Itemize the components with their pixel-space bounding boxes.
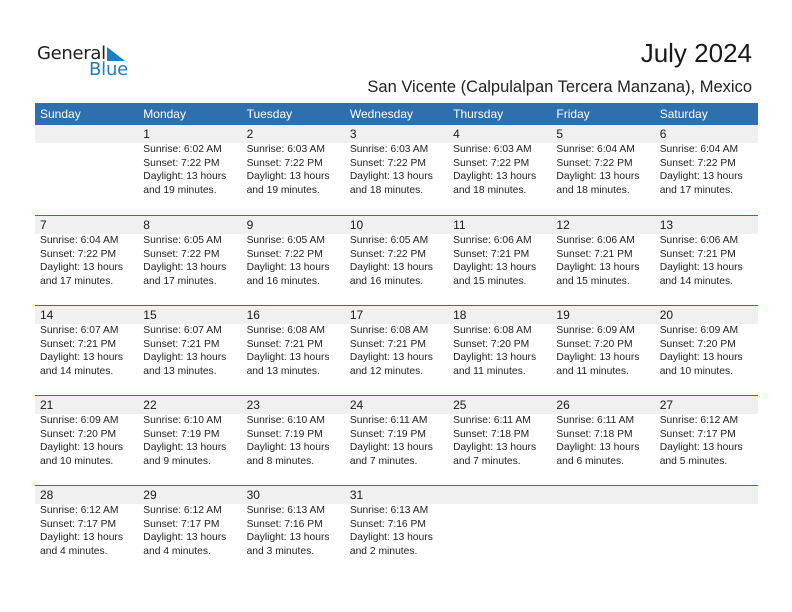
sunset-text: Sunset: 7:20 PM xyxy=(659,338,736,350)
sunrise-text: Sunrise: 6:05 AM xyxy=(246,235,325,246)
daylight-text: Daylight: 13 hours xyxy=(453,262,537,274)
sunrise-text: Sunrise: 6:03 AM xyxy=(453,144,532,155)
daylight-minutes-text: and 11 minutes. xyxy=(453,365,526,377)
week-row xyxy=(35,395,758,485)
week-cells xyxy=(35,486,758,558)
day-number: 10 xyxy=(349,218,364,232)
day-cell xyxy=(35,216,138,288)
weekday-thursday: Thursday xyxy=(453,107,504,121)
sunset-text: Sunset: 7:21 PM xyxy=(556,248,633,260)
daylight-text: Daylight: 13 hours xyxy=(246,171,330,183)
sunset-text: Sunset: 7:21 PM xyxy=(349,338,426,350)
day-number: 11 xyxy=(453,218,466,232)
sunrise-text: Sunrise: 6:09 AM xyxy=(40,415,119,426)
sunset-text: Sunset: 7:22 PM xyxy=(556,157,633,169)
sunrise-text: Sunrise: 6:02 AM xyxy=(143,144,222,155)
week-cells xyxy=(35,396,758,468)
day-number: 30 xyxy=(246,488,260,502)
week-cells xyxy=(35,125,758,197)
day-number: 2 xyxy=(246,127,254,141)
sunset-text: Sunset: 7:18 PM xyxy=(556,428,633,440)
day-number: 13 xyxy=(659,218,674,232)
sunset-text: Sunset: 7:19 PM xyxy=(246,428,323,440)
week-row xyxy=(35,125,758,215)
daylight-minutes-text: and 4 minutes. xyxy=(143,545,211,557)
daylight-text: Daylight: 13 hours xyxy=(40,532,123,544)
empty-day-cell xyxy=(448,486,551,558)
sunrise-text: Sunrise: 6:08 AM xyxy=(453,325,532,336)
sunset-text: Sunset: 7:22 PM xyxy=(246,248,323,260)
daylight-text: Daylight: 13 hours xyxy=(349,262,433,274)
day-cell xyxy=(345,396,448,468)
daylight-text: Daylight: 13 hours xyxy=(349,442,433,454)
daylight-minutes-text: and 18 minutes. xyxy=(453,184,527,196)
sunrise-text: Sunrise: 6:12 AM xyxy=(659,415,739,426)
daylight-text: Daylight: 13 hours xyxy=(246,442,330,454)
sunset-text: Sunset: 7:16 PM xyxy=(349,518,426,530)
sunset-text: Sunset: 7:22 PM xyxy=(659,157,736,169)
daylight-minutes-text: and 17 minutes. xyxy=(143,275,217,287)
daylight-text: Daylight: 13 hours xyxy=(40,352,123,364)
sunset-text: Sunset: 7:16 PM xyxy=(246,518,323,530)
daylight-minutes-text: and 16 minutes. xyxy=(246,275,320,287)
calendar xyxy=(35,103,758,575)
day-cell xyxy=(345,125,448,197)
empty-day-cell xyxy=(551,486,654,558)
daylight-minutes-text: and 4 minutes. xyxy=(40,545,108,557)
sunset-text: Sunset: 7:21 PM xyxy=(143,338,220,350)
daylight-minutes-text: and 14 minutes. xyxy=(40,365,114,377)
daylight-minutes-text: and 19 minutes. xyxy=(143,184,217,196)
sunrise-text: Sunrise: 6:06 AM xyxy=(453,235,532,246)
day-number: 6 xyxy=(659,127,667,141)
daylight-text: Daylight: 13 hours xyxy=(659,442,743,454)
day-cell xyxy=(551,306,654,378)
weeks-container xyxy=(35,125,758,575)
day-number: 27 xyxy=(659,398,674,412)
day-cell xyxy=(448,125,551,197)
day-cell xyxy=(242,125,345,197)
day-number: 9 xyxy=(246,218,254,232)
sunrise-text: Sunrise: 6:13 AM xyxy=(246,505,325,516)
day-number: 3 xyxy=(349,127,357,141)
day-number: 31 xyxy=(349,488,364,502)
week-cells xyxy=(35,306,758,378)
sunrise-text: Sunrise: 6:04 AM xyxy=(659,144,739,155)
day-cell xyxy=(138,486,241,558)
day-number: 21 xyxy=(40,398,54,412)
sunset-text: Sunset: 7:19 PM xyxy=(349,428,426,440)
day-cell xyxy=(551,396,654,468)
daylight-minutes-text: and 14 minutes. xyxy=(659,275,733,287)
daylight-text: Daylight: 13 hours xyxy=(246,532,330,544)
daylight-minutes-text: and 15 minutes. xyxy=(453,275,527,287)
daylight-text: Daylight: 13 hours xyxy=(556,171,640,183)
sunrise-text: Sunrise: 6:11 AM xyxy=(349,415,428,426)
sunset-text: Sunset: 7:20 PM xyxy=(453,338,530,350)
page-title: July 2024 xyxy=(640,38,752,68)
sunset-text: Sunset: 7:22 PM xyxy=(246,157,323,169)
daylight-text: Daylight: 13 hours xyxy=(453,352,537,364)
day-number: 5 xyxy=(556,127,564,141)
week-row xyxy=(35,215,758,305)
day-number: 4 xyxy=(453,127,460,141)
empty-day-cell xyxy=(655,486,758,558)
day-cell xyxy=(551,125,654,197)
sunrise-text: Sunrise: 6:05 AM xyxy=(143,235,222,246)
sunset-text: Sunset: 7:22 PM xyxy=(40,248,117,260)
sunset-text: Sunset: 7:17 PM xyxy=(659,428,736,440)
week-row xyxy=(35,485,758,575)
daylight-minutes-text: and 5 minutes. xyxy=(659,455,728,467)
daylight-minutes-text: and 7 minutes. xyxy=(453,455,521,467)
daylight-text: Daylight: 13 hours xyxy=(143,442,227,454)
day-number: 24 xyxy=(349,398,364,412)
daylight-text: Daylight: 13 hours xyxy=(246,262,330,274)
day-cell xyxy=(35,396,138,468)
sunrise-text: Sunrise: 6:03 AM xyxy=(246,144,325,155)
daylight-text: Daylight: 13 hours xyxy=(246,352,330,364)
daylight-minutes-text: and 10 minutes. xyxy=(40,455,114,467)
empty-day-cell xyxy=(35,125,138,197)
sunrise-text: Sunrise: 6:12 AM xyxy=(143,505,222,516)
sunset-text: Sunset: 7:18 PM xyxy=(453,428,530,440)
weekday-sunday: Sunday xyxy=(40,107,81,121)
daylight-text: Daylight: 13 hours xyxy=(453,442,537,454)
day-number: 8 xyxy=(143,218,150,232)
day-cell xyxy=(242,486,345,558)
daylight-text: Daylight: 13 hours xyxy=(659,171,743,183)
sunset-text: Sunset: 7:21 PM xyxy=(40,338,117,350)
daylight-minutes-text: and 19 minutes. xyxy=(246,184,320,196)
sunset-text: Sunset: 7:17 PM xyxy=(40,518,117,530)
day-cell xyxy=(345,306,448,378)
sunrise-text: Sunrise: 6:10 AM xyxy=(246,415,325,426)
sunrise-text: Sunrise: 6:05 AM xyxy=(349,235,429,246)
daylight-minutes-text: and 3 minutes. xyxy=(246,545,315,557)
day-cell xyxy=(448,396,551,468)
sunset-text: Sunset: 7:21 PM xyxy=(659,248,736,260)
day-number: 7 xyxy=(40,218,47,232)
daylight-minutes-text: and 10 minutes. xyxy=(659,365,733,377)
daylight-text: Daylight: 13 hours xyxy=(659,262,743,274)
day-cell xyxy=(242,396,345,468)
day-cell xyxy=(35,486,138,558)
sunrise-text: Sunrise: 6:08 AM xyxy=(349,325,429,336)
day-number: 23 xyxy=(246,398,260,412)
daylight-minutes-text: and 15 minutes. xyxy=(556,275,630,287)
sunrise-text: Sunrise: 6:10 AM xyxy=(143,415,222,426)
day-cell xyxy=(448,306,551,378)
day-number: 14 xyxy=(40,308,54,322)
day-number: 25 xyxy=(453,398,467,412)
daylight-minutes-text: and 9 minutes. xyxy=(143,455,211,467)
daylight-minutes-text: and 8 minutes. xyxy=(246,455,315,467)
daylight-text: Daylight: 13 hours xyxy=(40,262,123,274)
week-cells xyxy=(35,216,758,288)
day-cell xyxy=(655,216,758,288)
sunset-text: Sunset: 7:22 PM xyxy=(349,248,426,260)
day-cell xyxy=(655,306,758,378)
daylight-minutes-text: and 18 minutes. xyxy=(556,184,630,196)
sunrise-text: Sunrise: 6:11 AM xyxy=(556,415,635,426)
weekday-saturday: Saturday xyxy=(659,107,708,121)
daylight-text: Daylight: 13 hours xyxy=(349,532,433,544)
day-cell xyxy=(345,486,448,558)
sunrise-text: Sunrise: 6:07 AM xyxy=(40,325,119,336)
weekday-monday: Monday xyxy=(143,107,186,121)
day-number: 20 xyxy=(659,308,674,322)
daylight-text: Daylight: 13 hours xyxy=(349,352,433,364)
logo-text-blue: Blue xyxy=(89,59,129,80)
sunset-text: Sunset: 7:22 PM xyxy=(349,157,426,169)
sunrise-text: Sunrise: 6:09 AM xyxy=(556,325,635,336)
daylight-minutes-text: and 17 minutes. xyxy=(40,275,114,287)
day-cell xyxy=(138,125,241,197)
day-cell xyxy=(448,216,551,288)
day-number: 16 xyxy=(246,308,260,322)
daylight-text: Daylight: 13 hours xyxy=(143,171,227,183)
sunset-text: Sunset: 7:19 PM xyxy=(143,428,220,440)
daylight-minutes-text: and 18 minutes. xyxy=(349,184,424,196)
day-number: 28 xyxy=(40,488,54,502)
day-cell xyxy=(242,306,345,378)
sunrise-text: Sunrise: 6:06 AM xyxy=(659,235,739,246)
daylight-text: Daylight: 13 hours xyxy=(349,171,433,183)
daylight-minutes-text: and 2 minutes. xyxy=(349,545,418,557)
daylight-text: Daylight: 13 hours xyxy=(659,352,743,364)
sunset-text: Sunset: 7:20 PM xyxy=(556,338,633,350)
logo xyxy=(37,44,137,80)
daylight-text: Daylight: 13 hours xyxy=(143,532,227,544)
day-cell xyxy=(345,216,448,288)
sunrise-text: Sunrise: 6:07 AM xyxy=(143,325,222,336)
day-number: 29 xyxy=(143,488,157,502)
day-cell xyxy=(138,306,241,378)
daylight-minutes-text: and 11 minutes. xyxy=(556,365,629,377)
day-number: 18 xyxy=(453,308,467,322)
daylight-minutes-text: and 16 minutes. xyxy=(349,275,424,287)
day-number: 17 xyxy=(349,308,364,322)
day-cell xyxy=(655,396,758,468)
day-cell xyxy=(242,216,345,288)
sunset-text: Sunset: 7:21 PM xyxy=(246,338,323,350)
sunset-text: Sunset: 7:22 PM xyxy=(143,157,220,169)
day-cell xyxy=(138,396,241,468)
weekday-friday: Friday xyxy=(556,107,590,121)
day-number: 26 xyxy=(556,398,570,412)
sunset-text: Sunset: 7:17 PM xyxy=(143,518,220,530)
daylight-minutes-text: and 12 minutes. xyxy=(349,365,424,377)
daylight-text: Daylight: 13 hours xyxy=(143,352,227,364)
day-cell xyxy=(35,306,138,378)
daylight-text: Daylight: 13 hours xyxy=(40,442,123,454)
logo-text-general: General xyxy=(37,43,106,64)
sunset-text: Sunset: 7:21 PM xyxy=(453,248,530,260)
daylight-text: Daylight: 13 hours xyxy=(453,171,537,183)
day-number: 19 xyxy=(556,308,570,322)
daylight-minutes-text: and 13 minutes. xyxy=(246,365,320,377)
daylight-minutes-text: and 7 minutes. xyxy=(349,455,418,467)
daylight-text: Daylight: 13 hours xyxy=(556,442,640,454)
sunset-text: Sunset: 7:22 PM xyxy=(453,157,530,169)
sunrise-text: Sunrise: 6:03 AM xyxy=(349,144,429,155)
sunrise-text: Sunrise: 6:04 AM xyxy=(40,235,119,246)
sunset-text: Sunset: 7:22 PM xyxy=(143,248,220,260)
weekday-header xyxy=(35,103,758,125)
daylight-text: Daylight: 13 hours xyxy=(556,262,640,274)
day-cell xyxy=(551,216,654,288)
daylight-minutes-text: and 13 minutes. xyxy=(143,365,217,377)
sunrise-text: Sunrise: 6:13 AM xyxy=(349,505,429,516)
daylight-text: Daylight: 13 hours xyxy=(556,352,640,364)
sunrise-text: Sunrise: 6:09 AM xyxy=(659,325,739,336)
location-subtitle: San Vicente (Calpulalpan Tercera Manzana), Mexico xyxy=(367,78,752,96)
day-number: 15 xyxy=(143,308,157,322)
sunrise-text: Sunrise: 6:08 AM xyxy=(246,325,325,336)
daylight-text: Daylight: 13 hours xyxy=(143,262,227,274)
sunrise-text: Sunrise: 6:06 AM xyxy=(556,235,635,246)
daylight-minutes-text: and 6 minutes. xyxy=(556,455,624,467)
day-cell xyxy=(655,125,758,197)
day-number: 22 xyxy=(143,398,157,412)
daylight-minutes-text: and 17 minutes. xyxy=(659,184,733,196)
sunrise-text: Sunrise: 6:12 AM xyxy=(40,505,119,516)
day-number: 12 xyxy=(556,218,570,232)
sunrise-text: Sunrise: 6:11 AM xyxy=(453,415,531,426)
day-cell xyxy=(138,216,241,288)
day-number: 1 xyxy=(143,127,150,141)
week-row xyxy=(35,305,758,395)
sunrise-text: Sunrise: 6:04 AM xyxy=(556,144,635,155)
weekday-tuesday: Tuesday xyxy=(246,107,293,121)
sunset-text: Sunset: 7:20 PM xyxy=(40,428,117,440)
weekday-wednesday: Wednesday xyxy=(349,107,413,121)
